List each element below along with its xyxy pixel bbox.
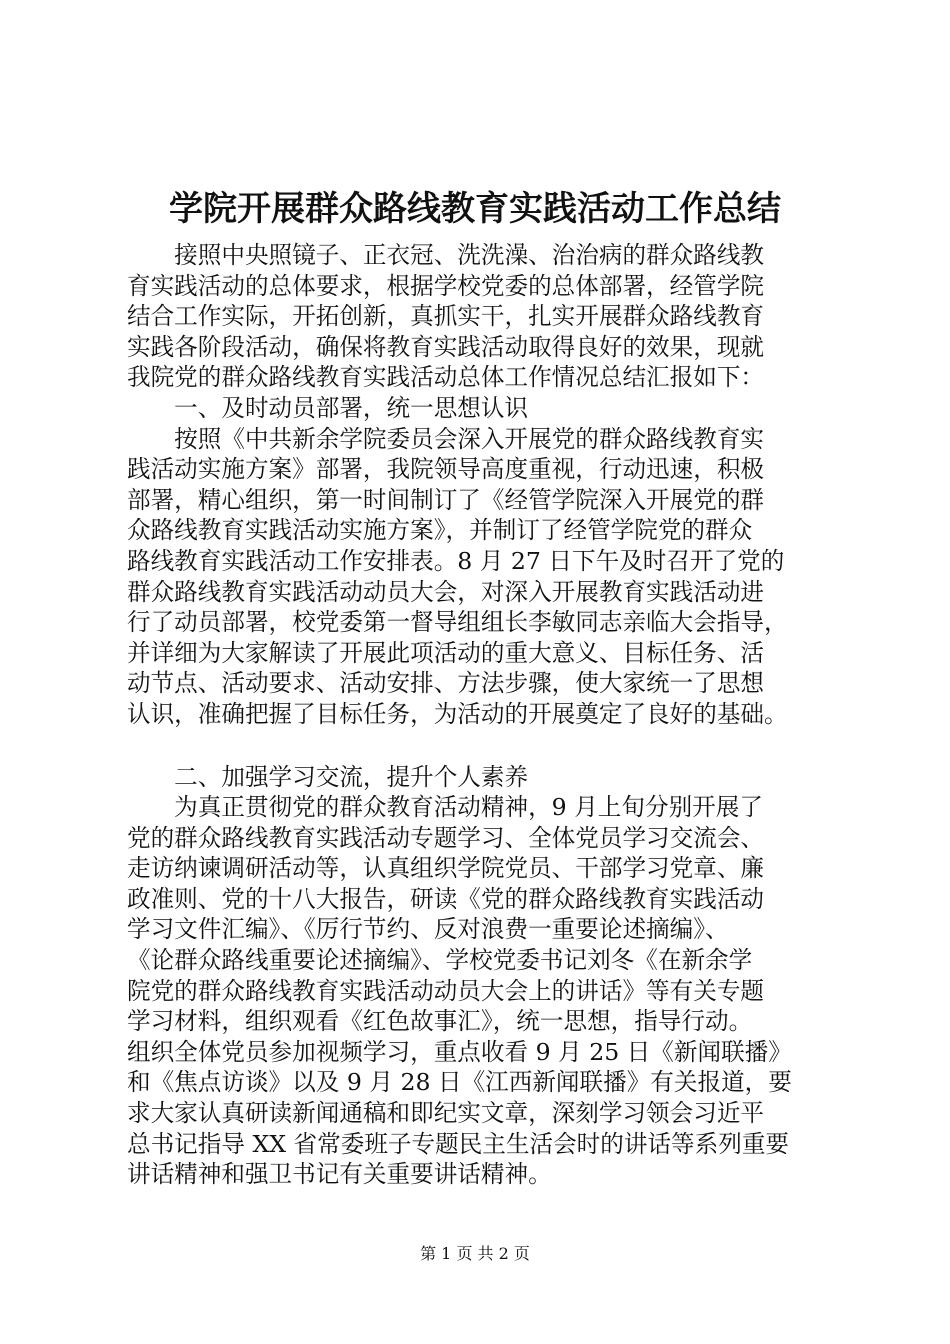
text-line: 动节点、活动要求、活动安排、方法步骤，使大家统一了思想 [127,669,765,698]
text-line: 政准则、党的十八大报告，研读《党的群众路线教育实践活动 [127,884,765,913]
section-heading: 一、及时动员部署，统一思想认识 [127,393,529,422]
text-line: 和《焦点访谈》以及 9 月 28 日《江西新闻联播》有关报道，要 [127,1068,792,1097]
text-line: 群众路线教育实践活动动员大会，对深入开展教育实践活动进 [127,577,765,606]
text-line: 实践各阶段活动，确保将教育实践活动取得良好的效果，现就 [127,332,765,361]
document-title: 学院开展群众路线教育实践活动工作总结 [169,189,781,229]
text-line: 学习材料，组织观看《红色故事汇》，统一思想，指导行动。 [127,1007,753,1036]
text-line: 按照《中共新余学院委员会深入开展党的群众路线教育实 [127,424,765,453]
text-line: 部署，精心组织，第一时间制订了《经管学院深入开展党的群 [127,485,765,514]
text-line: 求大家认真研读新闻通稿和即纪实文章，深刻学习领会习近平 [127,1099,765,1128]
document-body [127,240,837,1190]
section2-paragraph [127,792,837,1190]
text-line: 学习文件汇编》、《厉行节约、反对浪费一重要论述摘编》、 [127,915,729,944]
text-line: 践活动实施方案》部署，我院领导高度重视，行动迅速，积极 [127,455,765,484]
text-line: 行了动员部署，校党委第一督导组组长李敏同志亲临大会指导， [127,608,788,637]
text-line: 路线教育实践活动工作安排表。8 月 27 日下午及时召开了党的 [127,546,785,575]
text-line: 总书记指导 XX 省常委班子专题民主生活会时的讲话等系列重要 [127,1129,790,1158]
section1-paragraph [127,424,837,730]
text-line: 育实践活动的总体要求，根据学校党委的总体部署，经管学院 [127,271,765,300]
intro-paragraph [127,240,837,393]
section-heading: 二、加强学习交流，提升个人素养 [127,762,529,791]
text-line: 走访纳谏调研活动等，认真组织学院党员、干部学习党章、廉 [127,854,765,883]
text-line: 组织全体党员参加视频学习，重点收看 9 月 25 日《新闻联播》 [127,1037,792,1066]
text-line: 党的群众路线教育实践活动专题学习、全体党员学习交流会、 [127,823,765,852]
paragraph-gap [127,730,837,762]
text-line: 结合工作实际，开拓创新，真抓实干，扎实开展群众路线教育 [127,302,765,331]
text-line: 接照中央照镜子、正衣冠、洗洗澡、治治病的群众路线教 [127,241,765,269]
text-line: 我院党的群众路线教育实践活动总体工作情况总结汇报如下： [127,363,765,392]
text-line: 讲话精神和强卫书记有关重要讲话精神。 [127,1160,552,1189]
page-footer: 第 1 页 共 2 页 [420,1244,530,1263]
text-line: 并详细为大家解读了开展此项活动的重大意义、目标任务、活 [127,638,765,667]
text-line: 众路线教育实践活动实施方案》，并制订了经管学院党的群众 [127,516,753,545]
text-line: 认识，准确把握了目标任务，为活动的开展奠定了良好的基础。 [127,699,788,728]
text-line: 为真正贯彻党的群众教育活动精神，9 月上旬分别开展了 [127,793,763,822]
text-line: 《论群众路线重要论述摘编》、学校党委书记刘冬《在新余学 [127,946,753,975]
text-line: 院党的群众路线教育实践活动动员大会上的讲话》等有关专题 [127,976,765,1005]
